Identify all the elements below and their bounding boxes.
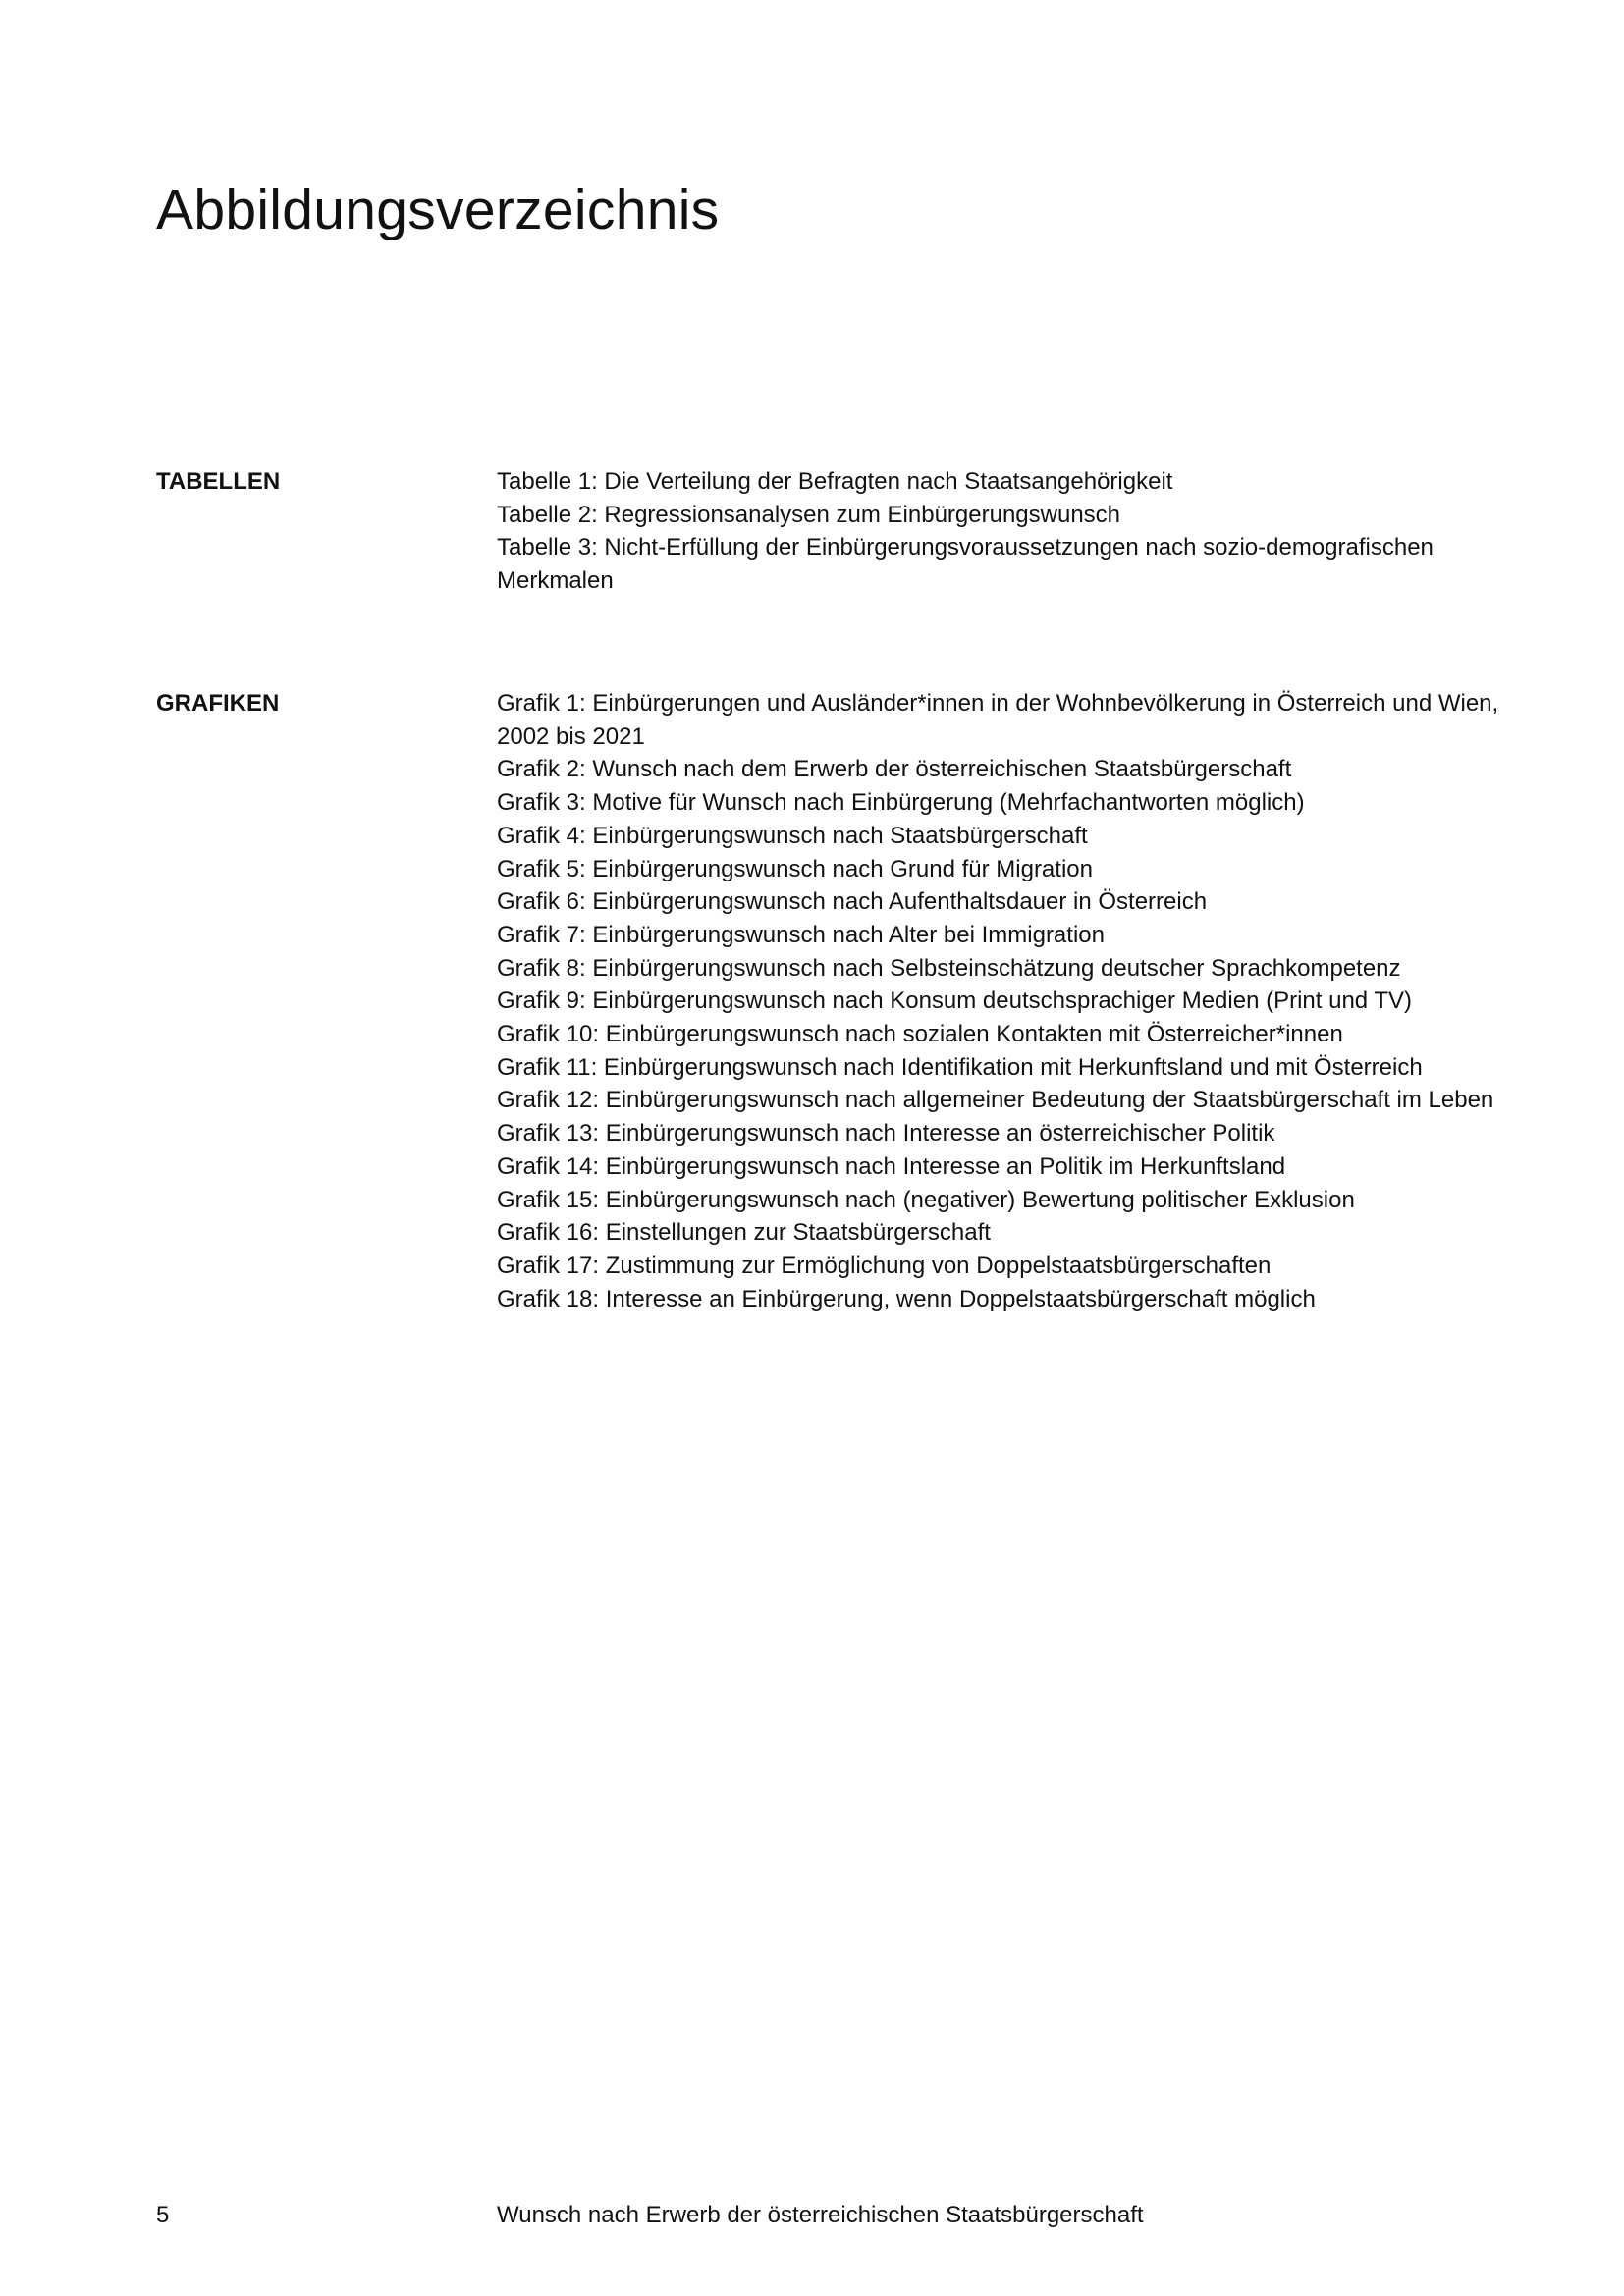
list-item: Grafik 5: Einbürgerungswunsch nach Grund für Migration	[497, 855, 1093, 882]
list-item: Grafik 7: Einbürgerungswunsch nach Alter bei Immigration	[497, 921, 1105, 948]
list-item: Grafik 3: Motive für Wunsch nach Einbürgerung (Mehrfachantworten möglich)	[497, 789, 1305, 817]
list-item: Grafik 4: Einbürgerungswunsch nach Staatsbürgerschaft	[497, 822, 1088, 849]
list-item: Grafik 11: Einbürgerungswunsch nach Identifikation mit Herkunftsland und mit Österreich	[497, 1053, 1423, 1081]
section-label-grafiken: GRAFIKEN	[156, 690, 280, 717]
footer-page-number: 5	[156, 2202, 170, 2228]
list-item: Grafik 6: Einbürgerungswunsch nach Aufenthaltsdauer in Österreich	[497, 888, 1208, 916]
list-item: Grafik 14: Einbürgerungswunsch nach Interesse an Politik im Herkunftsland	[497, 1152, 1286, 1180]
page-title: Abbildungsverzeichnis	[156, 179, 720, 241]
list-item: Grafik 17: Zustimmung zur Ermöglichung von Doppelstaatsbürgerschaften	[497, 1252, 1272, 1279]
list-item: Grafik 8: Einbürgerungswunsch nach Selbsteinschätzung deutscher Sprachkompetenz	[497, 954, 1401, 982]
list-item: Grafik 10: Einbürgerungswunsch nach sozialen Kontakten mit Österreicher*innen	[497, 1021, 1343, 1048]
grafiken-list	[497, 687, 1511, 1315]
footer-document-title: Wunsch nach Erwerb der österreichischen Staatsbürgerschaft	[497, 2202, 1144, 2228]
section-label-tabellen: TABELLEN	[156, 468, 281, 495]
list-item: Grafik 16: Einstellungen zur Staatsbürgerschaft	[497, 1219, 991, 1247]
list-item: Grafik 12: Einbürgerungswunsch nach allgemeiner Bedeutung der Staatsbürgerschaft im Leben	[497, 1087, 1494, 1114]
list-item: Grafik 9: Einbürgerungswunsch nach Konsum deutschsprachiger Medien (Print und TV)	[497, 988, 1413, 1015]
list-item: Tabelle 1: Die Verteilung der Befragten nach Staatsangehörigkeit	[497, 468, 1173, 495]
list-item: Grafik 18: Interesse an Einbürgerung, wenn Doppelstaatsbürgerschaft möglich	[497, 1285, 1316, 1312]
list-item: Grafik 2: Wunsch nach dem Erwerb der österreichischen Staatsbürgerschaft	[497, 756, 1292, 783]
list-item: Tabelle 3: Nicht-Erfüllung der Einbürgerungsvoraussetzungen nach sozio-demografischen Merkmalen	[497, 534, 1434, 595]
list-item: Grafik 15: Einbürgerungswunsch nach (negativer) Bewertung politischer Exklusion	[497, 1186, 1355, 1213]
list-item: Tabelle 2: Regressionsanalysen zum Einbürgerungswunsch	[497, 501, 1121, 528]
list-item: Grafik 1: Einbürgerungen und Ausländer*innen in der Wohnbevölkerung in Österreich und Wien, 2002 bis 2021	[497, 690, 1499, 750]
tabellen-list	[497, 465, 1511, 598]
list-item: Grafik 13: Einbürgerungswunsch nach Interesse an österreichischer Politik	[497, 1120, 1275, 1148]
